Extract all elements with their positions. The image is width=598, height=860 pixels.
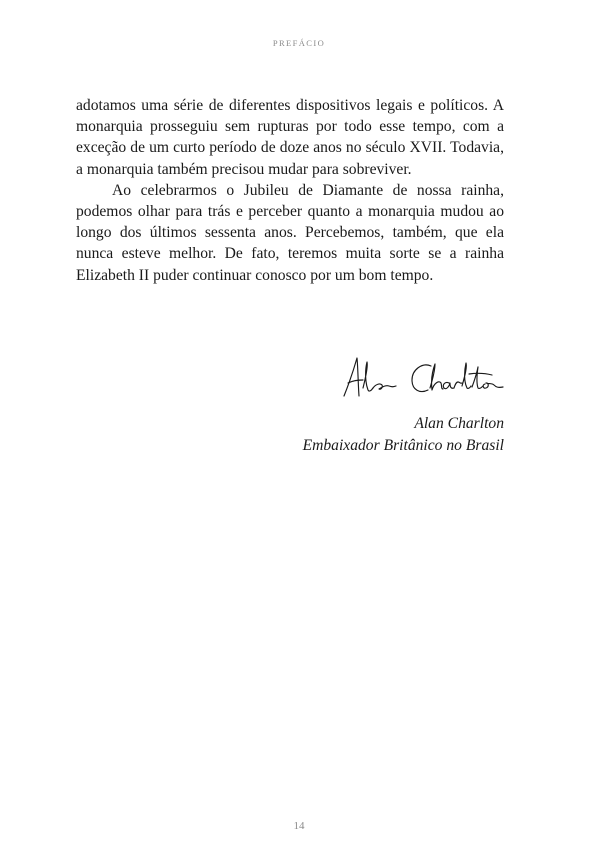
signatory-name: Alan Charlton (414, 415, 504, 432)
paragraph-1: adotamos uma série de diferentes dispositivos legais e políticos. A monarquia prosseguiu sem rupturas por todo esse tempo, com a exceção de um curto período de doze anos no século XVII. Todavia, a monarquia também precisou mudar para sobreviver. (76, 97, 504, 178)
running-head: PREFÁCIO (272, 38, 326, 48)
paragraph-2: Ao celebrarmos o Jubileu de Diamante de nossa rainha, podemos olhar para trás e perceber quanto a monarquia mudou ao longo dos últimos sessenta anos. Percebemos, também, que ela nunca esteve melhor. De fato, teremos muita sorte se a rainha Elizabeth II puder continuar conosco por um bom tempo. (76, 181, 504, 284)
handwritten-signature (336, 350, 508, 408)
page-number: 14 (293, 820, 305, 832)
body-text (76, 95, 504, 286)
signatory-title: Embaixador Britânico no Brasil (302, 436, 504, 454)
signoff (303, 413, 504, 456)
